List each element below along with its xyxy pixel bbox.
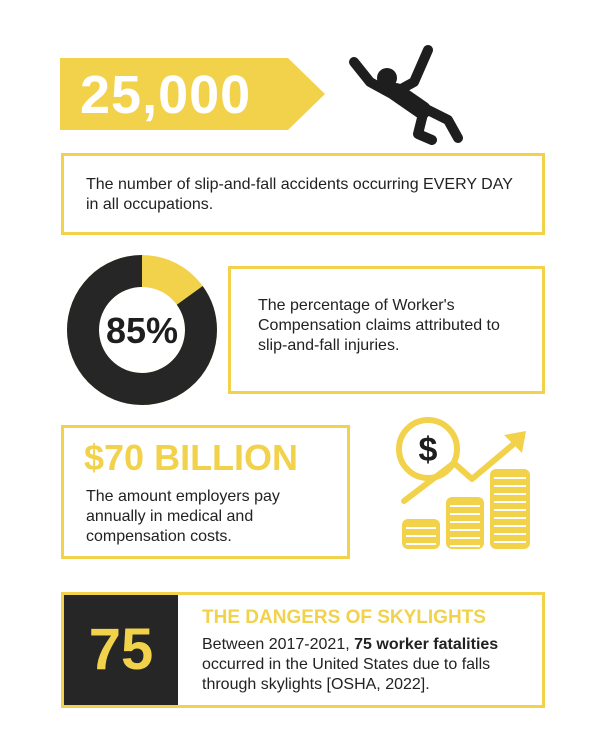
stat4-body-post: occurred in the United States due to falls through skylights [OSHA, 2022]. bbox=[202, 656, 491, 693]
falling-person-icon bbox=[340, 44, 470, 148]
coin-stack-icon bbox=[402, 469, 530, 549]
stat-25000: 25,000 bbox=[80, 65, 252, 125]
stat4-body-bold: 75 worker fatalities bbox=[354, 636, 499, 653]
percent-label: 85% bbox=[105, 310, 179, 351]
stat4-box bbox=[61, 592, 545, 708]
stat4-body bbox=[202, 635, 532, 695]
stat1-description: The number of slip-and-fall accidents occurring EVERY DAY in all occupations. bbox=[86, 176, 513, 213]
stat2-box bbox=[228, 266, 545, 394]
stat3-description: The amount employers pay annually in medical and compensation costs. bbox=[86, 488, 280, 545]
money-growth-icon bbox=[394, 415, 544, 555]
stat1-box bbox=[61, 153, 545, 235]
stat4-title: THE DANGERS OF SKYLIGHTS bbox=[202, 607, 486, 628]
stat3-title: $70 BILLION bbox=[84, 437, 299, 478]
stat4-number: 75 bbox=[88, 617, 154, 682]
stat3-box bbox=[61, 425, 350, 559]
stat4-number-block bbox=[64, 595, 178, 705]
percent-donut bbox=[66, 254, 218, 406]
stat2-description: The percentage of Worker's Compensation claims attributed to slip-and-fall injuries. bbox=[258, 297, 500, 354]
stat4-body-pre: Between 2017-2021, bbox=[202, 636, 355, 653]
svg-text:$: $ bbox=[418, 431, 438, 469]
